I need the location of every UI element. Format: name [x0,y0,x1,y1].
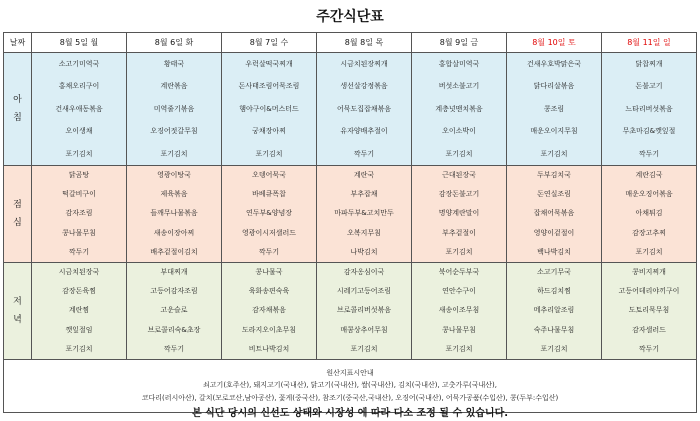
meal-label-char: 아 [13,95,22,105]
menu-cell [317,263,412,360]
menu-item: 햄야구이&머스터드 [239,104,299,113]
menu-item: 닭다리살볶음 [533,82,575,91]
menu-item: 시금치된장찌개 [340,60,388,69]
dinner-label [4,263,32,360]
menu-item: 포기김치 [255,149,283,158]
weekly-menu-table [3,32,697,413]
menu-item: 바베큐폭찹 [252,190,286,199]
menu-item: 돈사태조림어묵조림 [238,82,300,91]
menu-item: 시레기고등어조림 [336,287,392,296]
date-corner-label: 날짜 [4,33,32,53]
menu-item: 느타리버섯볶음 [625,104,673,113]
menu-item: 연두부&양념장 [245,209,293,218]
origin-line: 코다리(러시아산), 갈치(모로코산,남아공산), 꽃게(중국산), 참조기(중국산,국내산), 오징어(국내산), 어묵가공품(수입산), 콩(두부:수입산) [141,393,559,402]
menu-item: 연안수구이 [442,287,476,296]
date-header-row [4,33,697,53]
menu-item: 새송이장아찌 [153,228,195,237]
menu-item: 포기김치 [350,344,378,353]
menu-cell [602,166,697,263]
lunch-label [4,166,32,263]
menu-item: 부대찌개 [160,268,188,277]
menu-item: 아채튀김 [635,209,663,218]
menu-item: 포기김치 [635,247,663,256]
dinner-row [4,263,697,360]
menu-item: 새송이조무침 [438,306,480,315]
menu-item: 감자옹심이국 [343,268,385,277]
menu-item: 콩비지찌개 [632,268,666,277]
menu-cell [32,263,127,360]
meal-label-char: 심 [13,218,22,228]
origin-title: 원산지표시안내 [326,368,374,377]
menu-item: 감장돈육찜 [62,287,96,296]
day-header: 8월 10일 토 [507,33,602,53]
menu-item: 깍두기 [258,247,280,256]
menu-item: 건새우애동볶음 [55,104,103,113]
menu-item: 도라지오이초무침 [241,325,297,334]
menu-item: 깍두기 [638,149,660,158]
menu-cell [317,166,412,263]
menu-item: 포기김치 [540,149,568,158]
menu-item: 백나박김치 [537,247,571,256]
menu-item: 근대된장국 [442,171,476,180]
menu-item: 콩나물국 [255,268,283,277]
menu-item: 깍두기 [68,247,90,256]
menu-item: 매운오징어볶음 [625,190,673,199]
day-header: 8월 9일 금 [412,33,507,53]
menu-item: 소고기미역국 [58,60,100,69]
menu-item: 감자조림 [65,209,93,218]
menu-item: 홍합살미역국 [438,60,480,69]
menu-item: 하드김치찜 [537,287,571,296]
menu-item: 명양계란말이 [438,209,480,218]
meal-label-char: 저 [13,297,22,307]
menu-item: 포기김치 [540,344,568,353]
menu-item: 배추겉절이김치 [150,247,198,256]
menu-item: 감자채볶음 [252,306,286,315]
menu-item: 계란김국 [635,171,663,180]
breakfast-row [4,53,697,166]
menu-item: 깍두기 [353,149,375,158]
menu-item: 콩조림 [543,104,565,113]
day-header: 8월 6일 화 [127,33,222,53]
menu-item: 북어순두부국 [438,268,480,277]
menu-item: 콩나물무침 [442,325,476,334]
menu-item: 포기김치 [65,149,93,158]
day-header: 8월 5일 월 [32,33,127,53]
menu-item: 고등어데리야끼구이 [618,287,680,296]
menu-cell [507,53,602,166]
menu-item: 시금치된장국 [58,268,100,277]
menu-item: 메추리알조림 [533,306,575,315]
menu-item: 두부김치국 [537,171,571,180]
menu-item: 오징어젓갈무침 [150,127,198,136]
menu-item: 들깨무나물볶음 [150,209,198,218]
menu-item: 계층넛맨치볶음 [435,104,483,113]
menu-item: 미역줄기볶음 [153,104,195,113]
menu-item: 떡갈비구이 [62,190,96,199]
menu-item: 감자샐러드 [632,325,666,334]
menu-item: 브로콜리숙&초장 [147,325,201,334]
menu-item: 건새우호박맑은국 [526,60,582,69]
menu-item: 브로콜리버섯볶음 [336,306,392,315]
menu-item: 궁채장아찌 [252,127,286,136]
menu-item: 감장고추찌 [632,228,666,237]
menu-item: 부추겉절이 [442,228,476,237]
menu-cell [602,263,697,360]
meal-label-char: 점 [13,200,22,210]
day-header: 8월 7일 수 [222,33,317,53]
menu-item: 돈연실조림 [537,190,571,199]
menu-item: 매콤상추어무침 [340,325,388,334]
menu-cell [32,166,127,263]
menu-cell [127,263,222,360]
menu-item: 오이생채 [65,127,93,136]
adjustment-notice: 본 식단 당시의 신선도 상태와 시장성 에 따라 다소 조정 될 수 있습니다. [191,408,509,419]
menu-item: 제육볶음 [160,190,188,199]
menu-cell [412,263,507,360]
menu-item: 오뎅어묵국 [252,171,286,180]
menu-item: 포기김치 [445,247,473,256]
menu-item: 고운슬로 [160,306,188,315]
day-header: 8월 8일 목 [317,33,412,53]
meal-label-char: 녁 [13,315,22,325]
menu-item: 버섯소불고기 [438,82,480,91]
menu-item: 부추잡채 [350,190,378,199]
menu-cell [412,166,507,263]
menu-item: 매운오이지무침 [530,127,578,136]
menu-item: 깍두기 [163,344,185,353]
menu-item: 무초마김&깻잎절 [622,127,676,136]
menu-item: 마파두부&고치만두 [334,209,394,218]
menu-cell [127,53,222,166]
menu-item: 감장돈불고기 [438,190,480,199]
menu-item: 유자양배추절이 [340,127,388,136]
menu-item: 비트나박김치 [248,344,290,353]
menu-cell [222,53,317,166]
menu-item: 깻잎절임 [65,325,93,334]
menu-item: 잡채어묵볶음 [533,209,575,218]
breakfast-label [4,53,32,166]
menu-item: 계란볶음 [160,82,188,91]
menu-item: 깍두기 [638,344,660,353]
menu-item: 고등어감자조림 [150,287,198,296]
menu-item: 닭찹찌개 [635,60,663,69]
day-header: 8월 11일 일 [602,33,697,53]
menu-item: 소고기무국 [537,268,571,277]
menu-item: 황태국 [163,60,185,69]
menu-item: 계란국 [353,171,375,180]
menu-cell [32,53,127,166]
menu-item: 포기김치 [445,344,473,353]
menu-item: 어묵도집잡채볶음 [336,104,392,113]
menu-item: 육화송편숙육 [248,287,290,296]
menu-cell [222,166,317,263]
menu-item: 나박김치 [350,247,378,256]
menu-item: 포기김치 [160,149,188,158]
menu-cell [317,53,412,166]
menu-cell [507,263,602,360]
menu-item: 숙주나물무침 [533,325,575,334]
menu-cell [127,166,222,263]
menu-item: 돈불고기 [635,82,663,91]
menu-item: 콩나물무침 [62,228,96,237]
menu-cell [412,53,507,166]
menu-cell [602,53,697,166]
menu-item: 계란찜 [68,306,90,315]
menu-item: 우럭살떡국찌개 [245,60,293,69]
menu-item: 도토리묵무침 [628,306,670,315]
menu-item: 닭곰탕 [68,171,90,180]
menu-cell [222,263,317,360]
menu-item: 영양이겉절이 [533,228,575,237]
meal-label-char: 침 [13,113,22,123]
menu-item: 영광이시저샐러드 [241,228,297,237]
menu-item: 포기김치 [65,344,93,353]
lunch-row [4,166,697,263]
menu-item: 오이소박이 [442,127,476,136]
menu-title: 주간식단표 [316,9,384,25]
menu-item: 생선살강정볶음 [340,82,388,91]
menu-item: 홍채오리구이 [58,82,100,91]
menu-item: 영광이탕국 [157,171,191,180]
menu-item: 오복지무침 [347,228,381,237]
menu-item: 포기김치 [445,149,473,158]
menu-cell [507,166,602,263]
origin-line: 쇠고기(호주산), 돼지고기(국내산), 닭고기(국내산), 쌀(국내산), 김치(국내산), 고춧가루(국내산), [203,380,497,389]
